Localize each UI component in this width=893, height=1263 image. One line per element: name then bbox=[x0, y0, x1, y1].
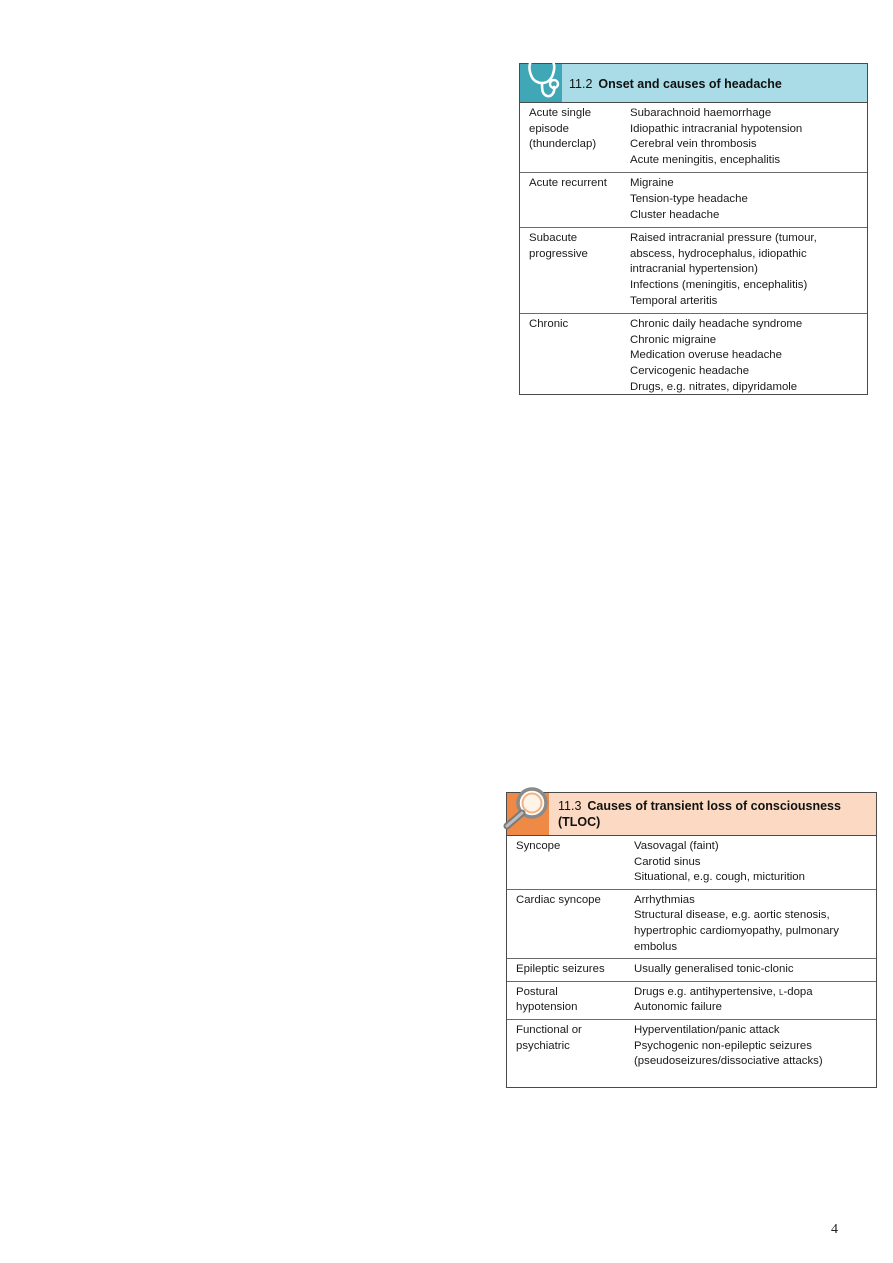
table-row bbox=[507, 981, 876, 1019]
cause-item: Cluster headache bbox=[630, 208, 720, 221]
box-title: 11.2 Onset and causes of headache bbox=[569, 77, 782, 91]
cause-item: Tension-type headache bbox=[630, 192, 748, 205]
cause-item: Subarachnoid haemorrhage bbox=[630, 107, 772, 119]
cause-item: Vasovagal (faint) bbox=[634, 840, 719, 852]
box-11-3-tloc-causes bbox=[506, 792, 877, 1088]
cause-item: Psychogenic non-epileptic seizures bbox=[634, 1039, 812, 1052]
stethoscope-icon bbox=[526, 56, 562, 107]
cause-item: intracranial hypertension) bbox=[630, 263, 758, 276]
cause-item: Raised intracranial pressure (tumour, bbox=[630, 232, 817, 245]
table-row bbox=[507, 959, 876, 982]
table-row bbox=[520, 103, 867, 173]
row-category: Acute single episode (thunderclap) bbox=[529, 107, 597, 151]
headache-causes-table bbox=[520, 103, 867, 399]
cause-item: (pseudoseizures/dissociative attacks) bbox=[634, 1055, 823, 1068]
cause-item: Cerebral vein thrombosis bbox=[630, 138, 757, 151]
table-row bbox=[507, 1019, 876, 1072]
row-category: Syncope bbox=[516, 840, 561, 852]
cause-item: Arrhythmias bbox=[634, 893, 695, 906]
row-category: Subacute progressive bbox=[529, 232, 588, 260]
row-category: Cardiac syncope bbox=[516, 893, 601, 906]
row-category: Epileptic seizures bbox=[516, 963, 605, 976]
table-row bbox=[520, 228, 867, 314]
cause-item: Chronic migraine bbox=[630, 333, 717, 346]
table-row bbox=[507, 836, 876, 889]
row-category: Chronic bbox=[529, 318, 569, 331]
cause-item: Cervicogenic headache bbox=[630, 364, 750, 377]
table-row bbox=[520, 314, 867, 399]
box-title: 11.3 Causes of transient loss of consciousness (TLOC) bbox=[558, 799, 841, 829]
cause-item: Chronic daily headache syndrome bbox=[630, 318, 803, 331]
cause-item: Idiopathic intracranial hypotension bbox=[630, 122, 803, 135]
row-category: Acute recurrent bbox=[529, 177, 607, 190]
cause-item: Usually generalised tonic-clonic bbox=[634, 963, 794, 976]
cause-item: Medication overuse headache bbox=[630, 349, 782, 362]
cause-item: Autonomic failure bbox=[634, 1001, 723, 1014]
row-category: Functional or psychiatric bbox=[516, 1023, 582, 1052]
cause-item: Situational, e.g. cough, micturition bbox=[634, 871, 805, 884]
table-row bbox=[507, 889, 876, 958]
tloc-causes-table bbox=[507, 836, 876, 1073]
cause-item: Infections (meningitis, encephalitis) bbox=[630, 278, 808, 291]
box-header bbox=[520, 64, 867, 103]
cause-item: Temporal arteritis bbox=[630, 294, 718, 307]
page-number: 4 bbox=[831, 1222, 838, 1237]
cause-item: abscess, hydrocephalus, idiopathic bbox=[630, 247, 807, 260]
cause-item: Drugs, e.g. nitrates, dipyridamole bbox=[630, 380, 798, 393]
cause-item: Migraine bbox=[630, 177, 674, 190]
cause-item: Drugs e.g. antihypertensive, l-dopa bbox=[634, 985, 813, 998]
table-row bbox=[520, 173, 867, 228]
box-11-2-headache-causes bbox=[519, 63, 868, 395]
magnifying-glass-icon bbox=[499, 784, 555, 841]
row-category: Postural hypotension bbox=[516, 985, 578, 1014]
cause-item: Carotid sinus bbox=[634, 855, 701, 868]
cause-item: embolus bbox=[634, 940, 678, 953]
cause-item: Structural disease, e.g. aortic stenosis, bbox=[634, 909, 830, 922]
box-header bbox=[507, 793, 876, 836]
cause-item: hypertrophic cardiomyopathy, pulmonary bbox=[634, 924, 839, 937]
cause-item: Acute meningitis, encephalitis bbox=[630, 153, 781, 166]
cause-item: Hyperventilation/panic attack bbox=[634, 1023, 780, 1036]
